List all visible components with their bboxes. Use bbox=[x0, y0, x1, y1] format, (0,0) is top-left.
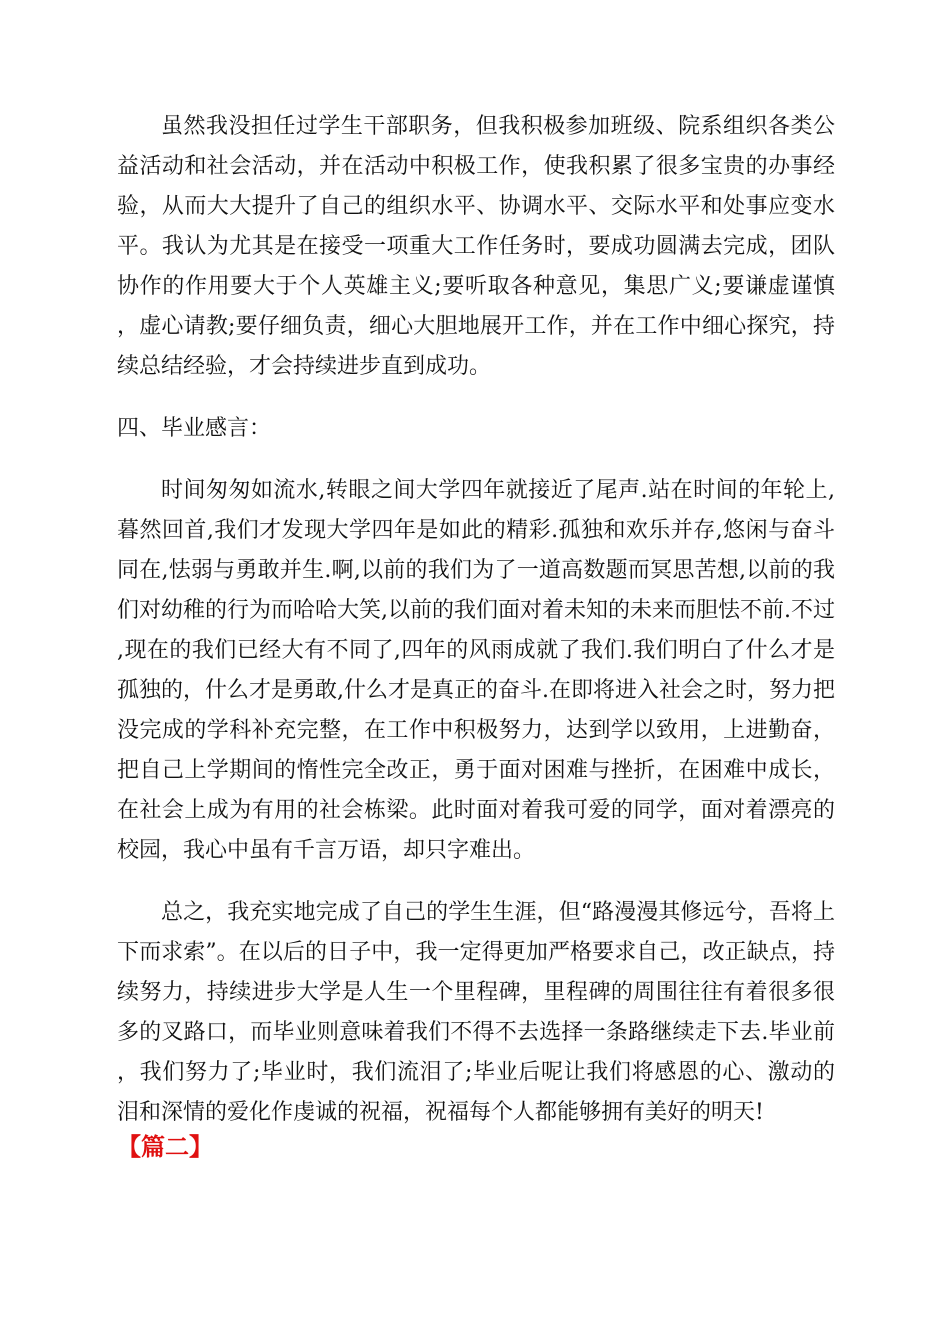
paragraph-spacer bbox=[117, 871, 835, 893]
document-body bbox=[117, 107, 835, 1133]
paragraph-graduation-reflection: 时间匆匆如流水,转眼之间大学四年就接近了尾声.站在时间的年轮上,暮然回首,我们才发现大学四年是如此的精彩.孤独和欢乐并存,悠闲与奋斗同在,怯弱与勇敢并生.啊,以前的我们为了一道高数题而冥思苦想,以前的我们对幼稚的行为而哈哈大笑,以前的我们面对着未知的未来而胆怯不前.不过,现在的我们已经大有不同了,四年的风雨成就了我们.我们明白了什么才是孤独的，什么才是勇敢,什么才是真正的奋斗.在即将进入社会之时，努力把没完成的学科补充完整，在工作中积极努力，达到学以致用，上进勤奋，把自己上学期间的惰性完全改正，勇于面对困难与挫折，在困难中成长，在社会上成为有用的社会栋梁。此时面对着我可爱的同学，面对着漂亮的校园，我心中虽有千言万语，却只字难出。 bbox=[117, 478, 835, 863]
chapter-tag-part-two: 【篇二】 bbox=[117, 1133, 213, 1161]
paragraph-activities: 虽然我没担任过学生干部职务，但我积极参加班级、院系组织各类公益活动和社会活动，并在活动中积极工作，使我积累了很多宝贵的办事经验，从而大大提升了自己的组织水平、协调水平、交际水平和处事应变水平。我认为尤其是在接受一项重大工作任务时，要成功圆满去完成，团队协作的作用要大于个人英雄主义;要听取各种意见，集思广义;要谦虚谨慎，虚心请教;要仔细负责，细心大胆地展开工作，并在工作中细心探究，持续总结经验，才会持续进步直到成功。 bbox=[117, 114, 835, 379]
paragraph-conclusion: 总之，我充实地完成了自己的学生生涯，但“路漫漫其修远兮，吾将上下而求索”。在以后的日子中，我一定得更加严格要求自己，改正缺点，持续努力，持续进步大学是人生一个里程碑，里程碑的周围往往有着很多很多的叉路口，而毕业则意味着我们不得不去选择一条路继续走下去.毕业前，我们努力了;毕业时，我们流泪了;毕业后呢让我们将感恩的心、激动的泪和深情的爱化作虔诚的祝福，祝福每个人都能够拥有美好的明天! bbox=[117, 900, 835, 1125]
paragraph-spacer bbox=[117, 449, 835, 471]
section-heading-graduation: 四、毕业感言： bbox=[117, 416, 272, 441]
paragraph-spacer bbox=[117, 387, 835, 409]
